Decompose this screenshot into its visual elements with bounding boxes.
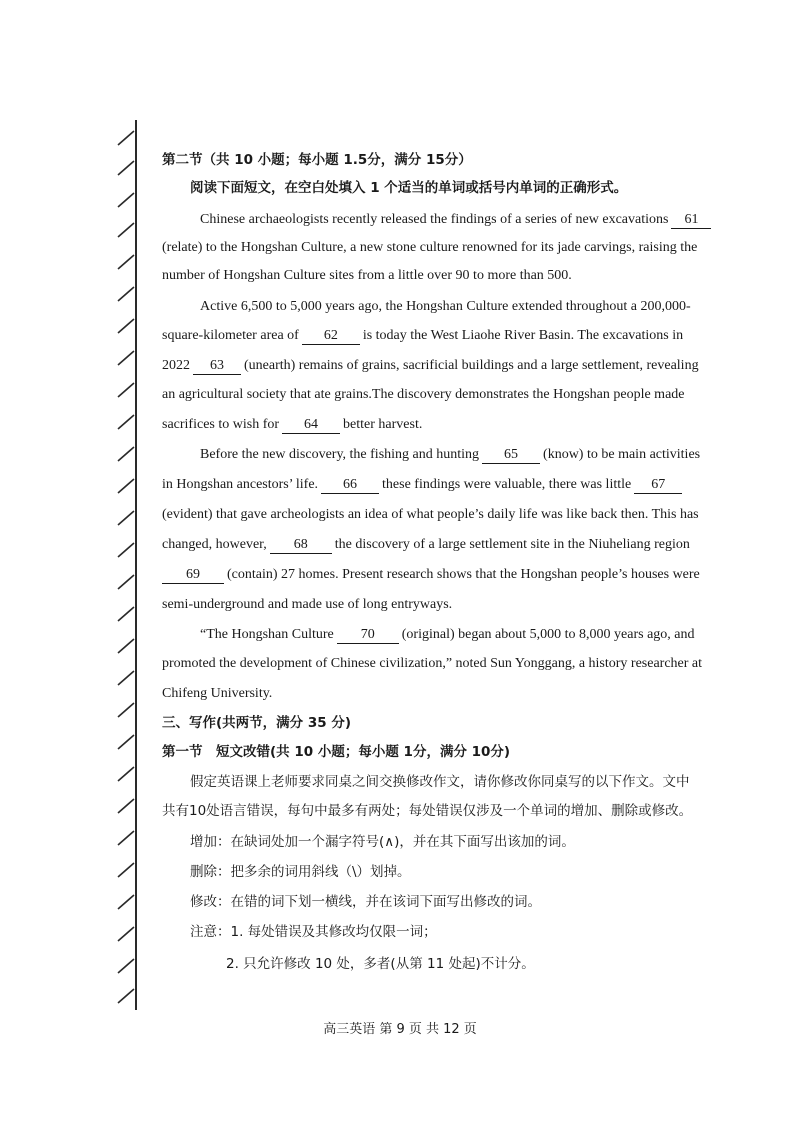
passage-line: semi-underground and made use of long entryways.: [162, 597, 453, 612]
blank-62[interactable]: 62: [302, 327, 360, 345]
note-2: 2. 只允许修改 10 处，多者(从第 11 处起)不计分。: [226, 956, 535, 972]
note-1: 注意：1. 每处错误及其修改均仅限一词；: [190, 924, 437, 940]
passage-line: Chinese archaeologists recently released the findings of a series of new excavations 61: [200, 210, 760, 230]
passage-line: Active 6,500 to 5,000 years ago, the Hongshan Culture extended throughout a 200,000-: [200, 299, 691, 314]
passage-line: sacrifices to wish for 64 better harvest.: [162, 417, 423, 432]
passage-line: in Hongshan ancestors’ life. 66 these findings were valuable, there was little 67: [162, 475, 722, 495]
passage-line: Before the new discovery, the fishing and hunting 65 (know) to be main activities: [200, 447, 701, 462]
rule-delete: 删除：把多余的词用斜线（\）划掉。: [190, 864, 411, 880]
blank-61[interactable]: 61: [671, 211, 711, 229]
blank-63[interactable]: 63: [193, 357, 241, 375]
passage-line: number of Hongshan Culture sites from a little over 90 to more than 500.: [162, 268, 572, 283]
passage-line: 2022 63 (unearth) remains of grains, sacrificial buildings and a large settlement, revealing: [162, 358, 699, 373]
blank-69[interactable]: 69: [162, 566, 224, 584]
passage-line: (relate) to the Hongshan Culture, a new stone culture renowned for its jade carvings, raising the: [162, 240, 698, 255]
section2-instruction: 阅读下面短文，在空白处填入 1 个适当的单词或括号内单词的正确形式。: [190, 180, 628, 196]
page-footer: 高三英语 第 9 页 共 12 页: [323, 1022, 477, 1037]
passage-line: promoted the development of Chinese civilization,” noted Sun Yonggang, a history researcher at: [162, 656, 703, 671]
blank-64[interactable]: 64: [282, 416, 340, 434]
part3-heading: 三、写作(共两节，满分 35 分): [162, 715, 352, 731]
blank-70[interactable]: 70: [337, 626, 399, 644]
passage-line: (evident) that gave archeologists an idea of what people’s daily life was like back then. This has: [162, 507, 699, 522]
section2-heading: 第二节（共 10 小题；每小题 1.5分，满分 15分）: [162, 152, 472, 168]
blank-66[interactable]: 66: [321, 476, 379, 494]
passage-line: “The Hongshan Culture 70 (original) began about 5,000 to 8,000 years ago, and: [200, 627, 695, 642]
blank-67[interactable]: 67: [634, 476, 682, 494]
passage-line: changed, however, 68 the discovery of a large settlement site in the Niuheliang region: [162, 537, 690, 552]
writing-desc: 共有10处语言错误，每句中最多有两处；每处错误仅涉及一个单词的增加、删除或修改。: [162, 803, 693, 819]
rule-modify: 修改：在错的词下划一横线，并在该词下面写出修改的词。: [190, 894, 541, 910]
blank-65[interactable]: 65: [482, 446, 540, 464]
binding-margin-marks: [112, 125, 142, 1010]
passage-line: an agricultural society that ate grains.The discovery demonstrates the Hongshan people made: [162, 387, 685, 402]
passage-line: Chifeng University.: [162, 686, 273, 701]
blank-68[interactable]: 68: [270, 536, 332, 554]
section1-heading: 第一节 短文改错(共 10 小题；每小题 1分，满分 10分): [162, 744, 511, 760]
passage-line: 69 (contain) 27 homes. Present research shows that the Hongshan people’s houses were: [162, 565, 722, 585]
rule-add: 增加：在缺词处加一个漏字符号(∧)，并在其下面写出该加的词。: [190, 834, 575, 850]
passage-line: square-kilometer area of 62 is today the West Liaohe River Basin. The excavations in: [162, 328, 684, 343]
writing-desc: 假定英语课上老师要求同桌之间交换修改作文，请你修改你同桌写的以下作文。文中: [190, 774, 690, 790]
